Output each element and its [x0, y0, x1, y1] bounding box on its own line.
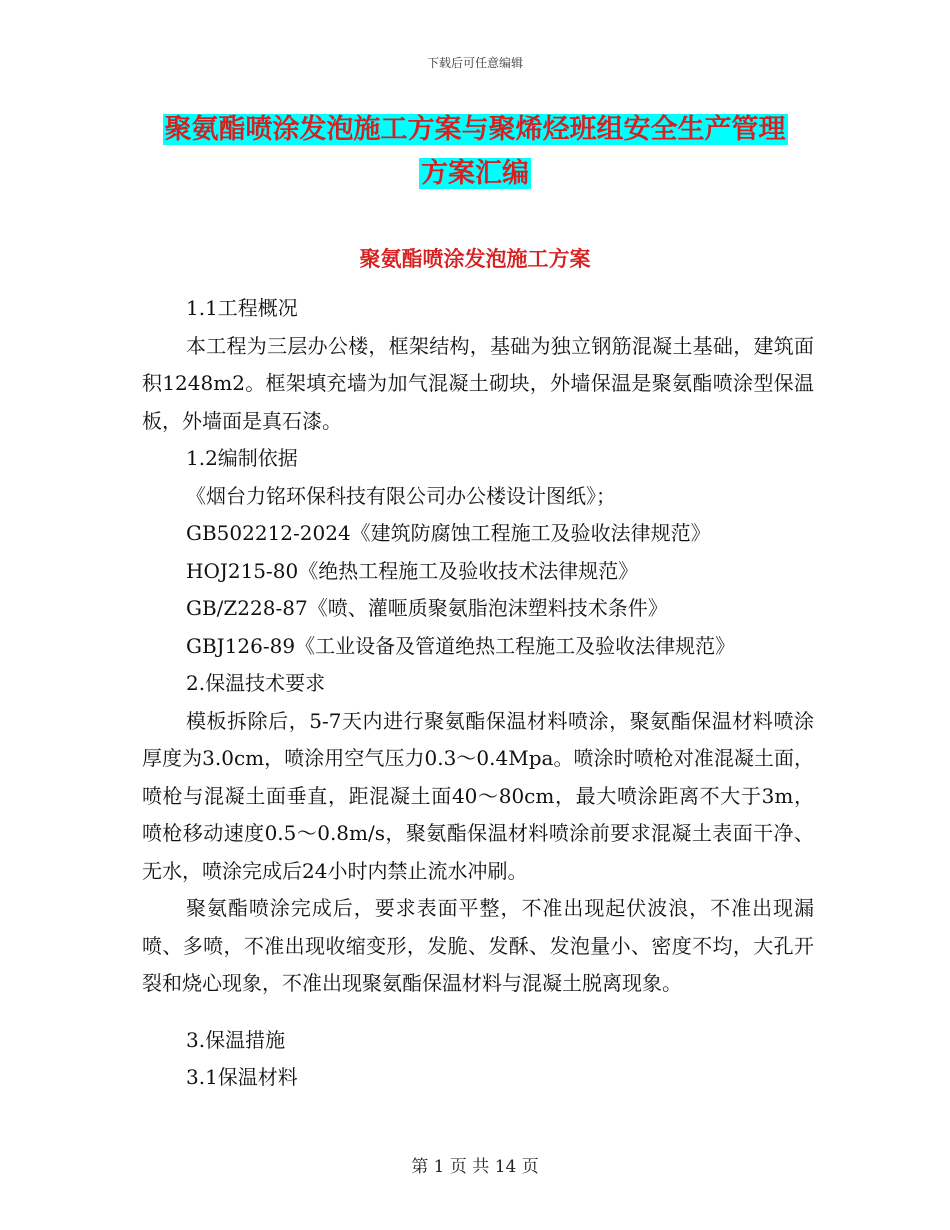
page-footer: 第 1 页 共 14 页: [411, 1157, 539, 1177]
heading-technical-requirements: 2.保温技术要求: [186, 671, 326, 695]
document-title-text-1: 聚氨酯喷涂发泡施工方案与聚烯烃班组安全生产管理: [164, 114, 786, 145]
basis-item: 《烟台力铭环保科技有限公司办公楼设计图纸》；: [186, 483, 616, 508]
paragraph-spraying-requirements: 模板拆除后，5-7天内进行聚氨酯保温材料喷涂，聚氨酯保温材料喷涂厚度为3.0cm，喷涂用空气压力0.3～0.4Mpa。喷涂时喷枪对准混凝土面，喷枪与混凝土面垂直，距混凝土面40～80cm，最大喷涂距离不大于3m，喷枪移动速度0.5～0.8m/s，聚氨酯保温材料喷涂前要求混凝土表面干净、无水，喷涂完成后24小时内禁止流水冲刷。: [142, 708, 814, 883]
paragraph-quality-requirements: 聚氨酯喷涂完成后，要求表面平整，不准出现起伏波浪，不准出现漏喷、多喷，不准出现收缩变形，发脆、发酥、发泡量小、密度不均，大孔开裂和烧心现象，不准出现聚氨酯保温材料与混凝土脱离现象。: [142, 896, 814, 995]
section-title: 聚氨酯喷涂发泡施工方案: [359, 246, 591, 271]
heading-insulation-materials: 3.1保温材料: [186, 1065, 298, 1089]
basis-item: GB/Z228-87《喷、灌咂质聚氨脂泡沫塑料技术条件》: [186, 596, 668, 620]
document-title-text-2: 方案汇编: [421, 158, 529, 189]
heading-insulation-measures: 3.保温措施: [186, 1027, 286, 1052]
basis-item: GBJ126-89《工业设备及管道绝热工程施工及验收法律规范》: [186, 633, 736, 658]
document-title-line-2: [0, 152, 950, 196]
heading-project-overview: 1.1工程概况: [186, 296, 298, 320]
page-header: 下载后可任意编辑: [426, 56, 523, 70]
document-title-line-1: [0, 108, 950, 152]
paragraph-project-overview: 本工程为三层办公楼，框架结构，基础为独立钢筋混凝土基础，建筑面积1248m2。框架填充墙为加气混凝土砌块，外墙保温是聚氨酯喷涂型保温板，外墙面是真石漆。: [142, 333, 814, 433]
basis-item: HOJ215-80《绝热工程施工及验收技术法律规范》: [186, 558, 639, 583]
document-body: [142, 290, 814, 1097]
basis-item: GB502212-2024《建筑防腐蚀工程施工及验收法律规范》: [186, 521, 711, 545]
heading-basis: 1.2编制依据: [186, 446, 298, 470]
